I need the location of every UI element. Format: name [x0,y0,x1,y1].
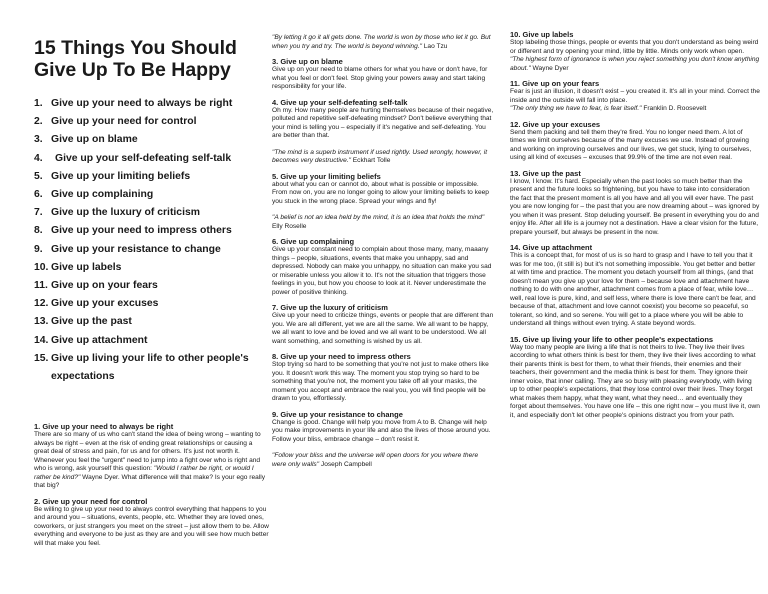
toc-number: 7. [34,207,43,219]
section-5 [272,172,494,207]
section-body: I know, I know. It's hard. Especially when the past looks so much better than the present and the future looks so frightening, but you have to take into consideration the fact that the present moment is all you have and all you will ever have. The past you are now longing for – the past that you are now dreaming about – was ignored by you when it was present. Stop deluding yourself. Be present in everything you do and enjoy life. After all life is a journey not a destination. Have a clear vision for the future, prepare yourself, but always be present in the now. [510,177,760,236]
section-15 [510,335,760,421]
section-body: Give up on your need to blame others for what you have or don't have, for what you feel or don't feel. Stop giving your powers away and start taking responsibility for your life. [272,66,488,90]
toc-number: 11. [34,280,48,292]
quote-lao-tzu: "By letting it go it all gets done. The world is won by those who let it go. But when you try and try. The world is beyond winning." Lao Tzu [272,34,491,50]
section-2 [34,497,269,549]
toc-text: Give up your self-defeating self-talk [55,152,232,164]
section-1 [34,422,269,491]
toc-item [34,332,269,350]
section-10: 10. Give up labels Stop labeling those things, people or events that you don't understand as being weird or different and try opening your mind, little by little. Minds only work when open. "The highest form of ignorance is when you reject something you don't know anything about." Wayne Dyer [510,30,760,72]
section-body: This is a concept that, for most of us is so hard to grasp and I have to tell you that it was for me too, (it still is) but it's not something impossible. You get better and better at with time and practice. The moment you detach yourself from all things, (and that doesn't mean you give up your love for them – because love and attachment have nothing to do with one another, attachment comes from a place of fear, while love… well, real love is pure, kind, and self less, where there is love there can't be fear, and because of that, attachment and love cannot coexist) you become so peaceful, so tolerant, so kind, and so serene. You will get to a place where you will be able to understand all things without even trying. A state beyond words. [510,252,756,327]
section-heading: 11. Give up on your fears [510,79,600,88]
toc-number: 2. [34,116,43,128]
section-13 [510,169,760,238]
toc-text: Give up the luxury of criticism [51,207,200,219]
toc-number: 6. [34,189,43,201]
toc-text: Give up your excuses [51,298,159,310]
section-body: Give up your constant need to complain about those many, many, maaany things – people, situations, events that make you unhappy, sad and depressed. Nobody can make you unhappy, no situation can make you sad or miserable unless you allow it to. It's not the situation that triggers those feelings in you, but how you choose to look at it. Never underestimate the power of positive thinking. [272,246,492,296]
section-6 [272,237,494,297]
toc-text: Give up labels [51,261,122,273]
section-body: Oh my. How many people are hurting themselves because of their negative, polluted and repetitive self-defeating mindset? Don't believe everything that your mind is telling you – especially if it's negative and self-defeating. You are better than that. [272,106,494,139]
toc-number: 3. [34,134,43,146]
toc-item [34,277,269,295]
toc-item [34,186,269,204]
toc-text: Give up your resistance to change [51,243,221,255]
section-body: Stop labeling those things, people or events that you don't understand as being weird or different and try opening your mind, little by little. Minds only work when open. [510,39,759,55]
toc-text: Give up complaining [51,189,154,201]
toc-text: Give up your limiting beliefs [51,170,191,182]
quote-eckhart-tolle: "The mind is a superb instrument if used rightly. Used wrongly, however, it becomes very destructive." Eckhart Tolle [272,148,488,164]
section-body: Way too many people are living a life that is not theirs to live. They live their lives according to what others think is best for them, they live their lives according to what their parents think is best for them, to what their friends, their enemies and their teachers, their government and the media think is best for them. They ignore their inner voice, that inner calling. They are so busy with pleasing everybody, with living up to other people's expectations, that they lose control over their lives. They forget what makes them happy, what they want, what they need… and eventually they forget about themselves. You have one life – this one right now – you must live it, own it, and especially don't let other people's opinions distract you from your path. [510,343,760,419]
section-quote: "The highest form of ignorance is when you reject something you don't know anything about." [510,56,760,72]
toc-list [34,95,269,386]
toc-item [34,259,269,277]
section-8 [272,352,494,404]
quote-elly-roselle: "A belief is not an idea held by the mind, it is an idea that holds the mind" Elly Roselle [272,214,485,230]
toc-item [34,350,269,386]
section-body: Stop trying so hard to be something that you're not just to make others like you. It doesn't work this way. The moment you stop trying so hard to be something that you're not, the moment you take off all your masks, the moment you accept and embrace the real you, you will find people will be drawn to you, effortlessly. [272,361,489,402]
page-title: 15 Things You Should Give Up To Be Happy [34,37,237,81]
toc-number: 15. [34,352,49,364]
section-heading: 4. Give up your self-defeating self-talk [272,97,408,107]
section-heading: 1. Give up your need to always be right [34,422,174,432]
toc-number: 8. [34,225,43,237]
toc-text: Give up your need for control [51,116,197,128]
section-4 [272,98,494,141]
section-7 [272,303,494,346]
toc-item [34,204,269,222]
section-heading: 15. Give up living your life to other people's expectations [510,334,714,344]
section-heading: 12. Give up your excuses [510,119,601,129]
section-heading: 8. Give up your need to impress others [272,352,411,361]
section-heading: 3. Give up on blame [272,57,343,66]
column-3 [510,30,760,420]
toc-number: 9. [34,243,43,255]
section-body: Be willing to give up your need to always control everything that happens to you and around you – situations, events, people, etc. Whether they are loved ones, coworkers, or just strangers you meet on the street – just allow them to be. Allow everything and everyone to be just as they are and you will see how much better will that make you feel. [34,505,269,547]
section-12 [510,120,760,163]
section-quote: "The only thing we have to fear, is fear itself." [510,105,642,112]
toc-item [34,168,269,186]
toc-number: 5. [34,170,43,182]
section-heading: 14. Give up attachment [510,243,593,252]
toc-item [34,222,269,240]
section-9 [272,410,494,445]
toc-item [34,241,269,259]
section-11: 11. Give up on your fears Fear is just an illusion, it doesn't exist – you created it. It's all in your mind. Correct the inside and the outside will fall into place. "The only thing we have to fear, is fear itself." Franklin D. Roosevelt [510,79,760,112]
toc-item [34,131,269,149]
quote-joseph-campbell: "Follow your bliss and the universe will open doors for you where there were only walls" Joseph Campbell [272,452,479,468]
toc-number: 12. [34,298,49,310]
section-heading: 10. Give up labels [510,30,574,39]
section-heading: 2. Give up your need for control [34,496,148,506]
section-heading: 6. Give up complaining [272,237,355,246]
section-heading: 13. Give up the past [510,168,581,178]
toc-text: Give up your need to always be right [51,98,233,109]
toc-text: Give up on blame [51,134,138,146]
section-heading: 5. Give up your limiting beliefs [272,171,381,181]
toc-number: 10. [34,261,49,273]
column-2 [272,34,494,469]
toc-text: Give up your need to impress others [51,225,232,237]
section-body: Give up your need to criticize things, events or people that are different than you. We are all different, yet we are all the same. We all want to be happy, we all want to love and be loved and we all want to be understood. We all want something, and something is wished by us all. [272,312,494,345]
section-body: about what you can or cannot do, about what is possible or impossible. From now on, you are no longer going to allow your limiting beliefs to keep you stuck in the wrong place. Spread your wings and fly! [272,180,489,205]
toc-item [34,295,269,313]
section-body-after: Wayne Dyer. What difference will that make? Is your ego really that big? [34,473,266,490]
section-body: Change is good. Change will help you move from A to B. Change will help you make improvements in your life and also the lives of those around you. Follow your bliss, embrace change – don't resist it. [272,418,491,443]
toc-text: Give up the past [51,316,132,328]
section-14 [510,243,760,329]
section-body: Send them packing and tell them they're fired. You no longer need them. A lot of times we limit ourselves because of the many excuses we use. Instead of growing and working on improving ourselves and our lives, we get stuck, lying to ourselves, using all kind of excuses – excuses that 99.9% of the time are not even real. [510,128,752,161]
toc-text: Give up living your life to other people's expectations [51,352,249,383]
toc-number: 1. [34,98,43,109]
toc-item [34,150,269,168]
toc-number: 14. [34,334,49,346]
section-body: There are so many of us who can't stand the idea of being wrong – wanting to always be right – even at the risk of ending great relationships or causing a great deal of stress and pain, for us and for others. It's just not worth it. Whenever you feel the "urgent" need to jump into a fight over who is right and who is wrong, ask yourself this question: [34,431,261,473]
section-body: Fear is just an illusion, it doesn't exist – you created it. It's all in your mind. Correct the inside and the outside will fall into place. [510,88,760,104]
section-3 [272,57,494,92]
section-heading: 9. Give up your resistance to change [272,409,403,419]
section-quote: "Would I rather be right, or would I rather be kind?" [34,465,254,481]
section-heading: 7. Give up the luxury of criticism [272,303,388,312]
toc-text: Give up attachment [51,334,148,346]
toc-text: Give up on your fears [51,280,158,292]
toc-number: 13. [34,316,49,328]
toc-item [34,313,269,331]
toc-item [34,113,269,131]
column-1 [34,0,269,548]
toc-number: 4. [34,152,43,164]
toc-item [34,95,269,113]
